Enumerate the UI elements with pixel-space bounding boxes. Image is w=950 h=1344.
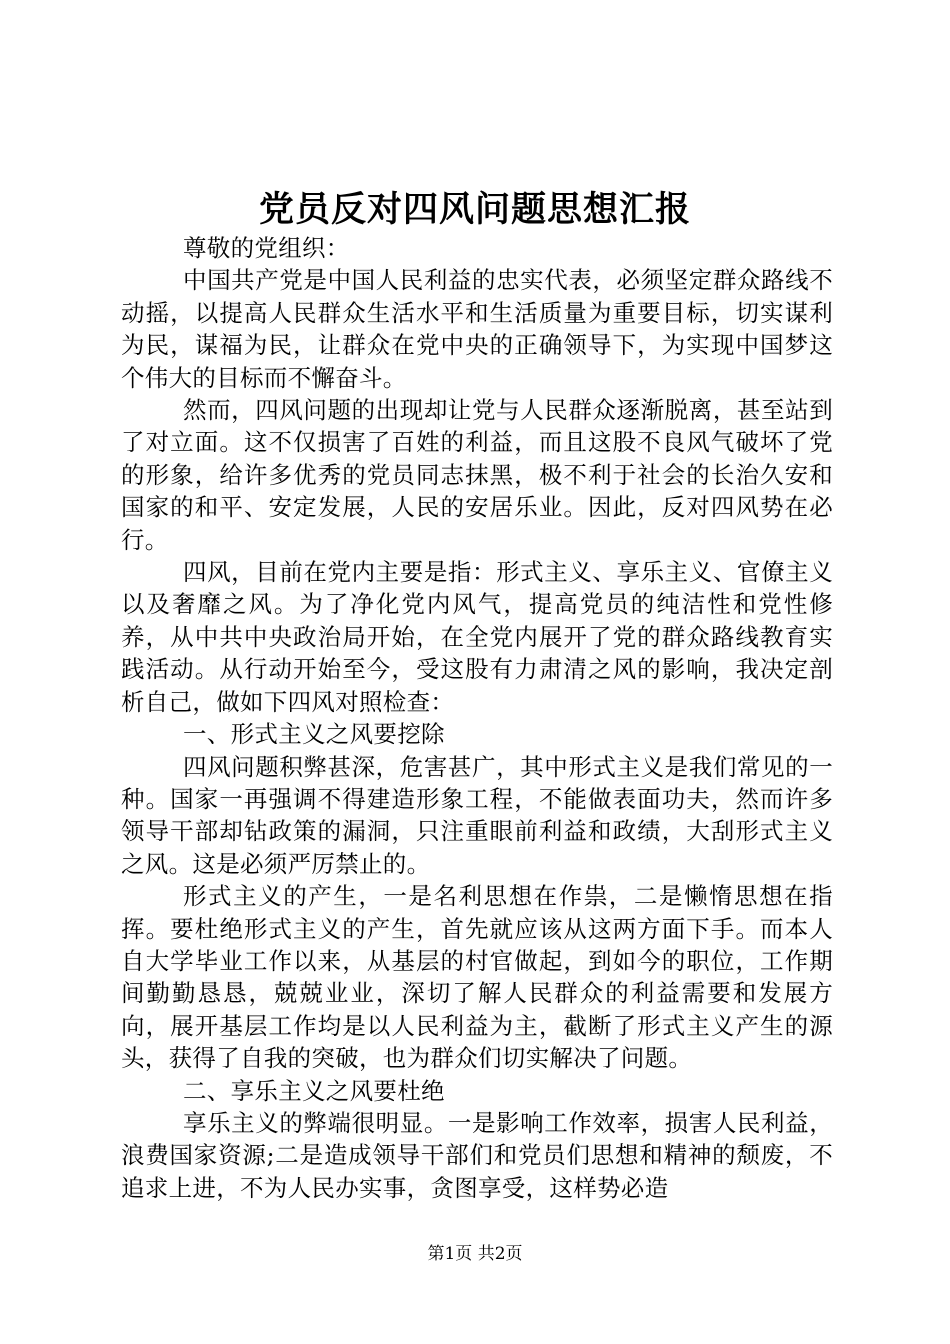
document-title: 党员反对四风问题思想汇报 <box>258 189 691 230</box>
document-body <box>121 232 833 1204</box>
paragraph: 中国共产党是中国人民利益的忠实代表，必须坚定群众路线不动摇，以提高人民群众生活水平和生活质量为重要目标，切实谋利为民，谋福为民，让群众在党中央的正确领导下，为实现中国梦这个伟大的目标而不懈奋斗。 <box>121 266 833 392</box>
paragraph: 形式主义的产生，一是名利思想在作祟，二是懒惰思想在指挥。要杜绝形式主义的产生，首先就应该从这两方面下手。而本人自大学毕业工作以来，从基层的村官做起，到如今的职位，工作期间勤勤恳恳，兢兢业业，深切了解人民群众的利益需要和发展方向，展开基层工作均是以人民利益为主，截断了形式主义产生的源头，获得了自我的突破，也为群众们切实解决了问题。 <box>121 882 833 1073</box>
paragraph: 然而，四风问题的出现却让党与人民群众逐渐脱离，甚至站到了对立面。这不仅损害了百姓的利益，而且这股不良风气破坏了党的形象，给许多优秀的党员同志抹黑，极不利于社会的长治久安和国家的和平、安定发展，人民的安居乐业。因此，反对四风势在必行。 <box>121 396 833 554</box>
paragraph: 四风问题积弊甚深，危害甚广，其中形式主义是我们常见的一种。国家一再强调不得建造形象工程，不能做表面功夫，然而许多领导干部却钻政策的漏洞，只注重眼前利益和政绩，大刮形式主义之风。这是必须严厉禁止的。 <box>121 752 833 878</box>
section-heading: 一、形式主义之风要挖除 <box>183 720 445 749</box>
paragraph: 享乐主义的弊端很明显。一是影响工作效率，损害人民利益，浪费国家资源;二是造成领导干部们和党员们思想和精神的颓废，不追求上进，不为人民办实事，贪图享受，这样势必造 <box>121 1108 833 1202</box>
salutation: 尊敬的党组织： <box>183 234 350 262</box>
paragraph: 四风，目前在党内主要是指：形式主义、享乐主义、官僚主义以及奢靡之风。为了净化党内风气，提高党员的纯洁性和党性修养，从中共中央政治局开始，在全党内展开了党的群众路线教育实践活动。从行动开始至今，受这股有力肃清之风的影响，我决定剖析自己，做如下四风对照检查： <box>121 558 833 716</box>
section-heading: 二、享乐主义之风要杜绝 <box>183 1076 445 1105</box>
page-number-footer: 第1页 共2页 <box>427 1244 523 1264</box>
